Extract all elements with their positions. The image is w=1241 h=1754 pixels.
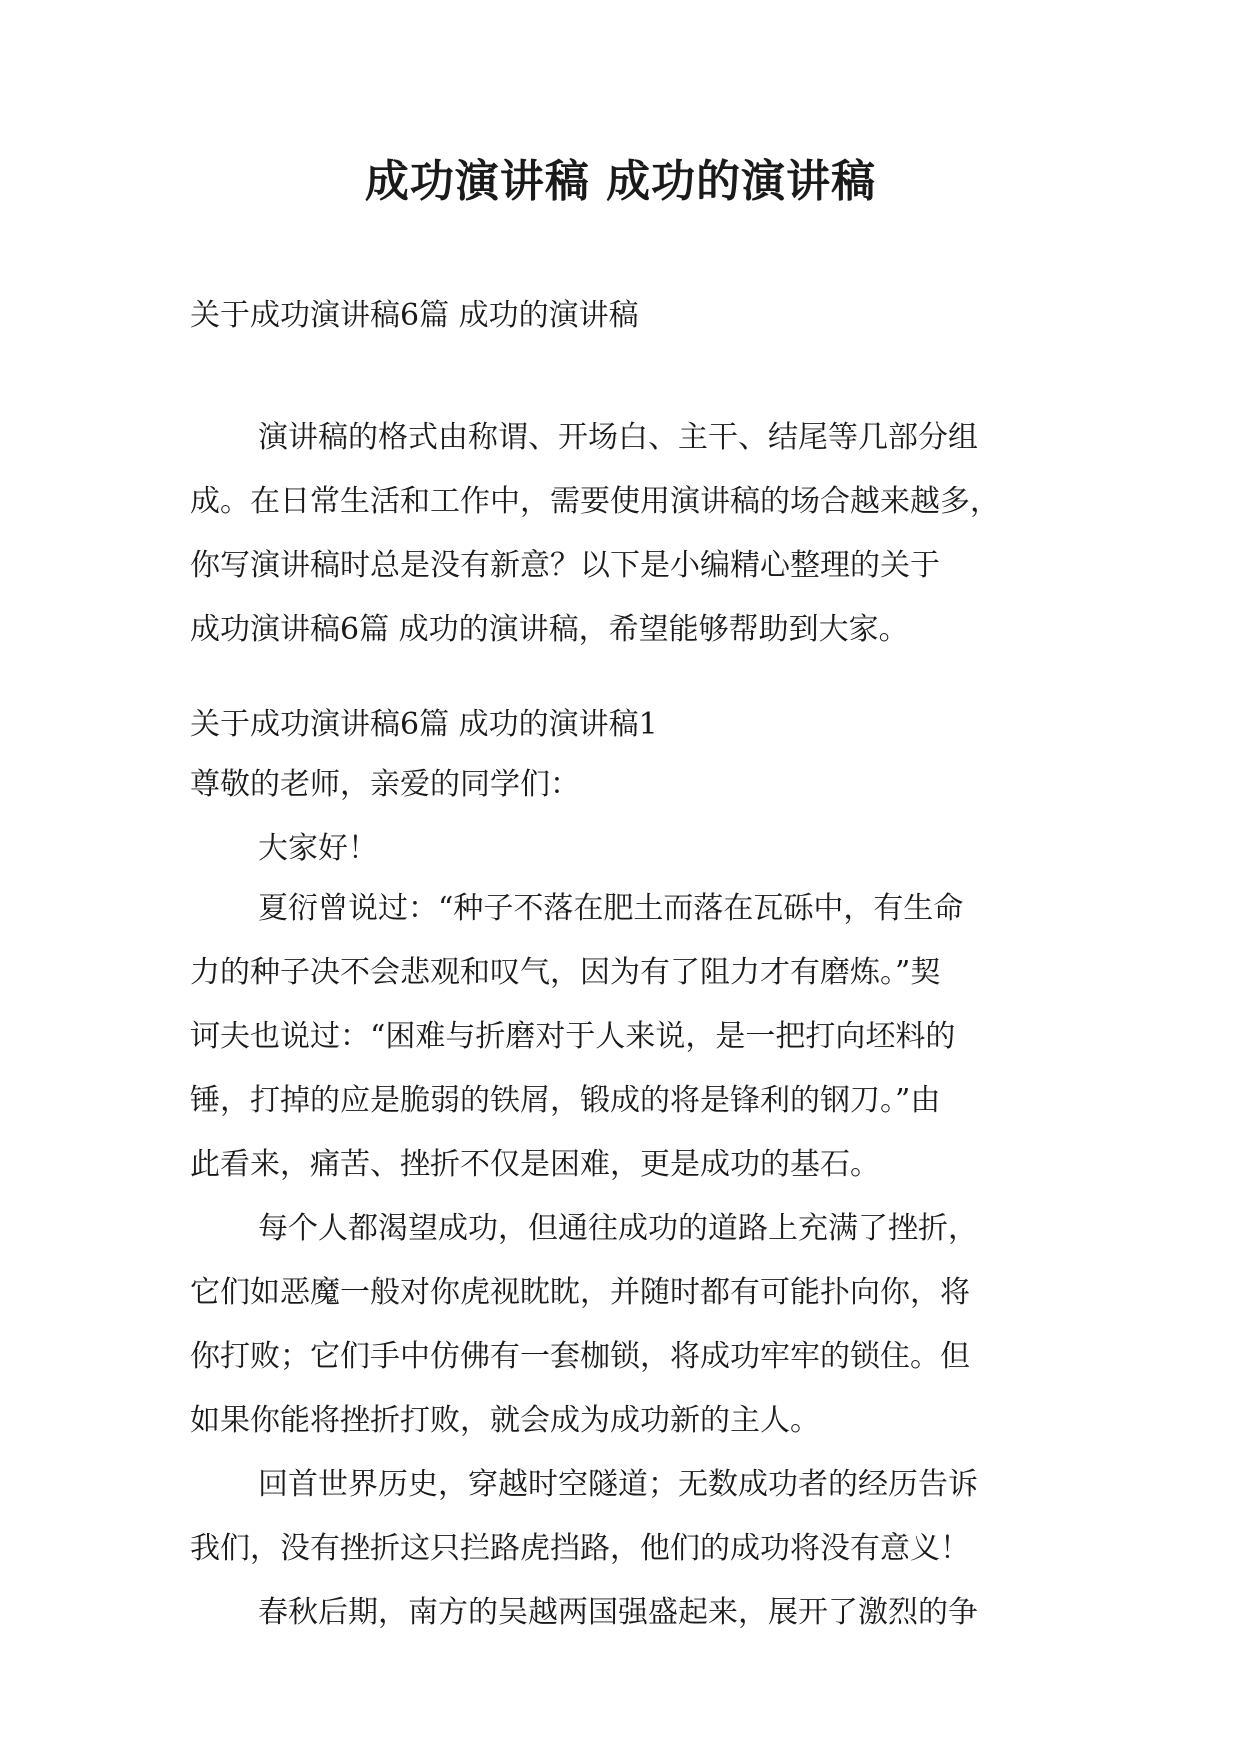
body-paragraph-4 (190, 1581, 1060, 1645)
section-heading: 关于成功演讲稿6篇 成功的演讲稿1 (190, 707, 658, 742)
intro-paragraph (190, 406, 1060, 662)
paragraph-line: 锤，打掉的应是脆弱的铁屑，锻成的将是锋利的钢刀。”由 (190, 1083, 941, 1118)
document-subtitle: 关于成功演讲稿6篇 成功的演讲稿 (190, 298, 639, 333)
paragraph-line: 你打败；它们手中仿佛有一套枷锁，将成功牢牢的锁住。但 (190, 1339, 970, 1374)
paragraph-line: 此看来，痛苦、挫折不仅是困难，更是成功的基石。 (190, 1147, 880, 1182)
paragraph-line: 力的种子决不会悲观和叹气，因为有了阻力才有磨炼。”契 (190, 955, 941, 990)
paragraph-line: 我们，没有挫折这只拦路虎挡路，他们的成功将没有意义！ (190, 1531, 970, 1566)
paragraph-line: 每个人都渴望成功，但通往成功的道路上充满了挫折， (258, 1211, 978, 1246)
paragraph-line: 它们如恶魔一般对你虎视眈眈，并随时都有可能扑向你，将 (190, 1275, 970, 1310)
greeting: 大家好！ (258, 831, 378, 866)
paragraph-line: 诃夫也说过：“困难与折磨对于人来说，是一把打向坯料的 (190, 1019, 956, 1054)
body-paragraph-3 (190, 1453, 1060, 1581)
paragraph-line: 春秋后期，南方的吴越两国强盛起来，展开了激烈的争 (258, 1595, 978, 1630)
intro-line: 成。在日常生活和工作中，需要使用演讲稿的场合越来越多， (190, 484, 1000, 519)
intro-line: 演讲稿的格式由称谓、开场白、主干、结尾等几部分组 (258, 420, 978, 455)
intro-line: 你写演讲稿时总是没有新意？以下是小编精心整理的关于 (190, 548, 940, 583)
document-title: 成功演讲稿 成功的演讲稿 (364, 156, 877, 207)
paragraph-line: 夏衍曾说过：“种子不落在肥土而落在瓦砾中，有生命 (258, 891, 964, 926)
body-paragraph-1 (190, 877, 1060, 1197)
paragraph-line: 回首世界历史，穿越时空隧道；无数成功者的经历告诉 (258, 1467, 978, 1502)
salutation: 尊敬的老师，亲爱的同学们： (190, 767, 580, 802)
intro-line: 成功演讲稿6篇 成功的演讲稿，希望能够帮助到大家。 (190, 612, 909, 647)
body-paragraph-2 (190, 1197, 1060, 1453)
paragraph-line: 如果你能将挫折打败，就会成为成功新的主人。 (190, 1403, 820, 1438)
